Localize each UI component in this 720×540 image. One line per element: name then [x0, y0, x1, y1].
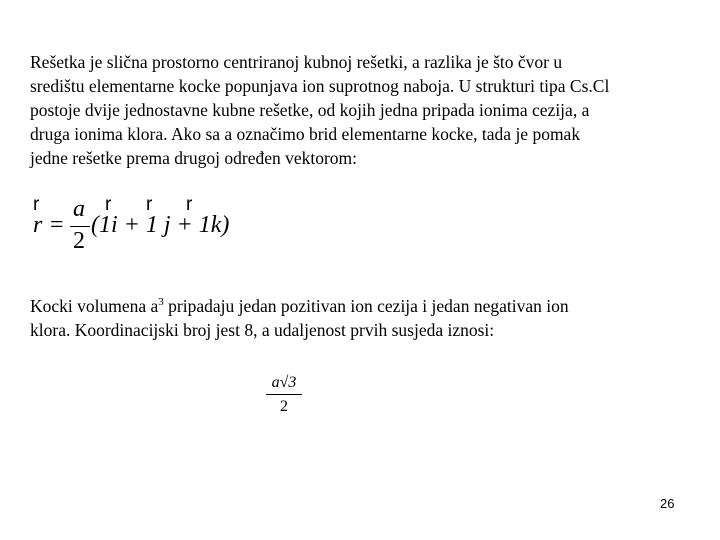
paragraph-coordination	[30, 290, 569, 342]
text-line: jedne rešetke prema drugoj određen vektorom:	[30, 148, 358, 168]
fraction-denominator: 2	[280, 398, 288, 415]
fraction-bar	[70, 226, 90, 227]
fraction-denominator: 2	[73, 228, 85, 254]
equation-equals: =	[50, 212, 64, 238]
paragraph-intro	[30, 50, 609, 170]
equation-body: (1i + 1 j + 1k)	[91, 212, 230, 238]
equation-lhs: r	[33, 212, 43, 238]
vector-mark: r	[33, 194, 40, 215]
text-line: postoje dvije jednostavne kubne rešetke, od kojih jedna pripada ionima cezija, a	[30, 100, 590, 120]
text: pripadaju jedan pozitivan ion cezija i jedan negativan ion	[163, 295, 569, 316]
superscript: 3	[158, 296, 164, 308]
vector-mark: r	[146, 194, 153, 215]
text: Kocki volumena a	[30, 295, 159, 316]
text-line: klora. Koordinacijski broj jest 8, a udaljenost prvih susjeda iznosi:	[30, 319, 495, 340]
distance-formula	[266, 374, 302, 416]
vector-mark: r	[186, 194, 193, 215]
vector-mark: r	[105, 194, 112, 215]
text-line: druga ionima klora. Ako sa a označimo brid elementarne kocke, tada je pomak	[30, 124, 581, 144]
fraction-numerator: a	[73, 196, 85, 222]
text-line: središtu elementarne kocke popunjava ion suprotnog naboja. U strukturi tipa Cs.Cl	[30, 76, 610, 96]
vector-equation	[33, 196, 233, 260]
text-line: Rešetka je slična prostorno centriranoj kubnoj rešetki, a razlika je što čvor u	[30, 52, 563, 72]
page-number: 26	[660, 496, 675, 511]
fraction-numerator: a√3	[266, 374, 302, 395]
text-line	[30, 290, 569, 318]
